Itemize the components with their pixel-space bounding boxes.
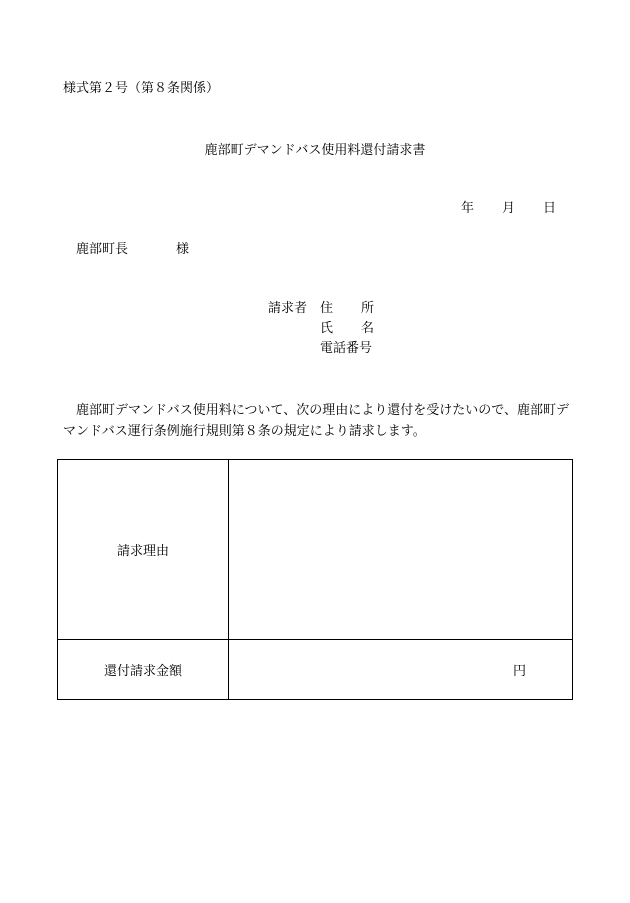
amount-row <box>58 640 573 700</box>
body-paragraph <box>63 400 573 442</box>
address-label <box>320 302 374 315</box>
request-table <box>57 459 573 700</box>
name-char-2: 名 <box>360 321 374 336</box>
reason-field[interactable] <box>229 460 573 640</box>
reason-row <box>58 460 573 640</box>
form-number: 様式第２号（第８条関係） <box>63 81 220 96</box>
document-title: 鹿部町デマンドバス使用料還付請求書 <box>204 143 426 158</box>
name-char-1: 氏 <box>320 321 334 336</box>
date-line <box>461 202 556 215</box>
address-char-2: 所 <box>360 301 374 316</box>
date-month: 月 <box>502 201 516 216</box>
amount-label: 還付請求金額 <box>58 640 229 700</box>
addressee-honorific: 様 <box>176 242 190 257</box>
body-text: 鹿部町デマンドバス使用料について、次の理由により還付を受けたいので、鹿部町デマンドバス運行条例施行規則第８条の規定により請求します。 <box>63 403 569 439</box>
reason-label: 請求理由 <box>58 460 229 640</box>
addressee <box>76 243 189 256</box>
amount-unit: 円 <box>512 664 526 679</box>
amount-field[interactable] <box>229 640 573 700</box>
name-label <box>320 322 374 335</box>
date-day: 日 <box>543 201 557 216</box>
requester-label: 請求者 <box>268 301 308 316</box>
phone-label: 電話番号 <box>320 341 373 356</box>
addressee-name: 鹿部町長 <box>76 242 129 257</box>
address-char-1: 住 <box>320 301 334 316</box>
date-year: 年 <box>461 201 475 216</box>
